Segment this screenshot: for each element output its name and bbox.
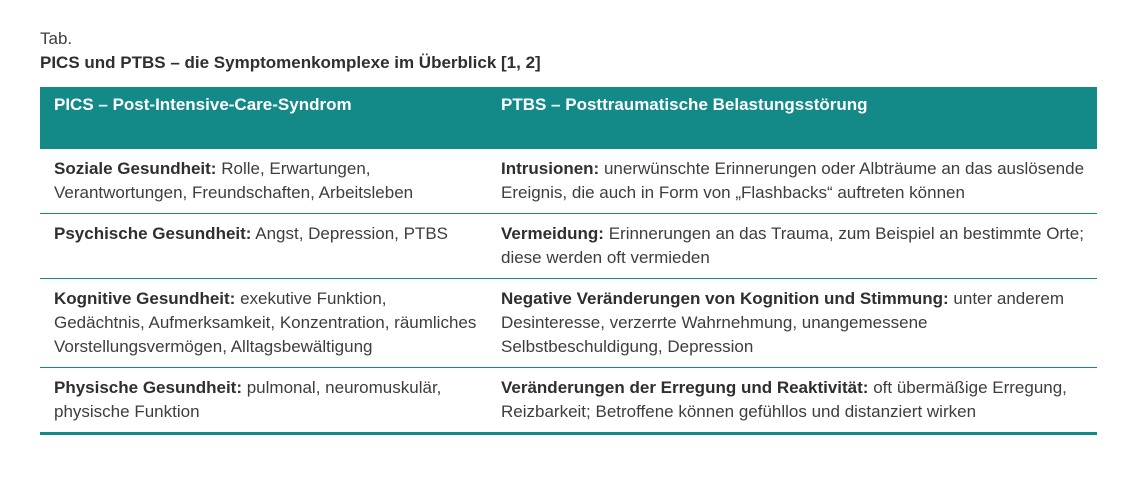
- symptom-table: [40, 87, 1097, 435]
- pics-cell: [40, 214, 487, 279]
- pics-cell: [40, 368, 487, 434]
- pics-text: Rolle, Erwartungen, Verantwortungen, Freundschaften, Arbeitsleben: [54, 159, 414, 202]
- pics-text: Angst, Depression, PTBS: [251, 224, 448, 243]
- pics-cell: [40, 149, 487, 214]
- ptbs-term: Intrusionen:: [501, 159, 600, 178]
- ptbs-cell: [487, 368, 1097, 434]
- table-row: [40, 149, 1097, 214]
- pics-cell: [40, 279, 487, 368]
- pics-term: Physische Gesundheit:: [54, 378, 242, 397]
- table-header: [40, 87, 1097, 149]
- header-pics: PICS – Post-Intensive-Care-Syndrom: [54, 95, 352, 114]
- ptbs-term: Veränderungen der Erregung und Reaktivität:: [501, 378, 869, 397]
- header-row: [40, 87, 1097, 149]
- table-body: [40, 149, 1097, 434]
- table-title: PICS und PTBS – die Symptomenkomplexe im Überblick [1, 2]: [40, 53, 541, 72]
- ptbs-text: unter anderem Desinteresse, verzerrte Wahrnehmung, unangemessene Selbstbeschuldigung, Depression: [501, 289, 1064, 356]
- table-row: [40, 368, 1097, 434]
- pics-term: Psychische Gesundheit:: [54, 224, 252, 243]
- header-ptbs: PTBS – Posttraumatische Belastungsstörung: [501, 95, 868, 114]
- pics-term: Soziale Gesundheit:: [54, 159, 217, 178]
- pics-term: Kognitive Gesundheit:: [54, 289, 236, 308]
- table-figure: [40, 28, 1097, 435]
- pics-text: pulmonal, neuromuskulär, physische Funktion: [54, 378, 442, 421]
- table-row: [40, 214, 1097, 279]
- table-label: Tab.: [40, 29, 73, 48]
- ptbs-text: unerwünschte Erinnerungen oder Albträume an das auslösende Ereignis, die auch in Form von „Flashbacks“ auftreten können: [501, 159, 1085, 202]
- ptbs-cell: [487, 214, 1097, 279]
- pics-text: exekutive Funktion, Gedächtnis, Aufmerksamkeit, Konzentration, räumliches Vorstellungsvermögen, Alltagsbewältigung: [54, 289, 477, 356]
- ptbs-text: oft übermäßige Erregung, Reizbarkeit; Betroffene können gefühllos und distanziert wirken: [501, 378, 1067, 421]
- ptbs-cell: [487, 279, 1097, 368]
- ptbs-term: Vermeidung:: [501, 224, 604, 243]
- ptbs-text: Erinnerungen an das Trauma, zum Beispiel an bestimmte Orte; diese werden oft vermieden: [501, 224, 1084, 267]
- table-row: [40, 279, 1097, 368]
- ptbs-cell: [487, 149, 1097, 214]
- ptbs-term: Negative Veränderungen von Kognition und Stimmung:: [501, 289, 949, 308]
